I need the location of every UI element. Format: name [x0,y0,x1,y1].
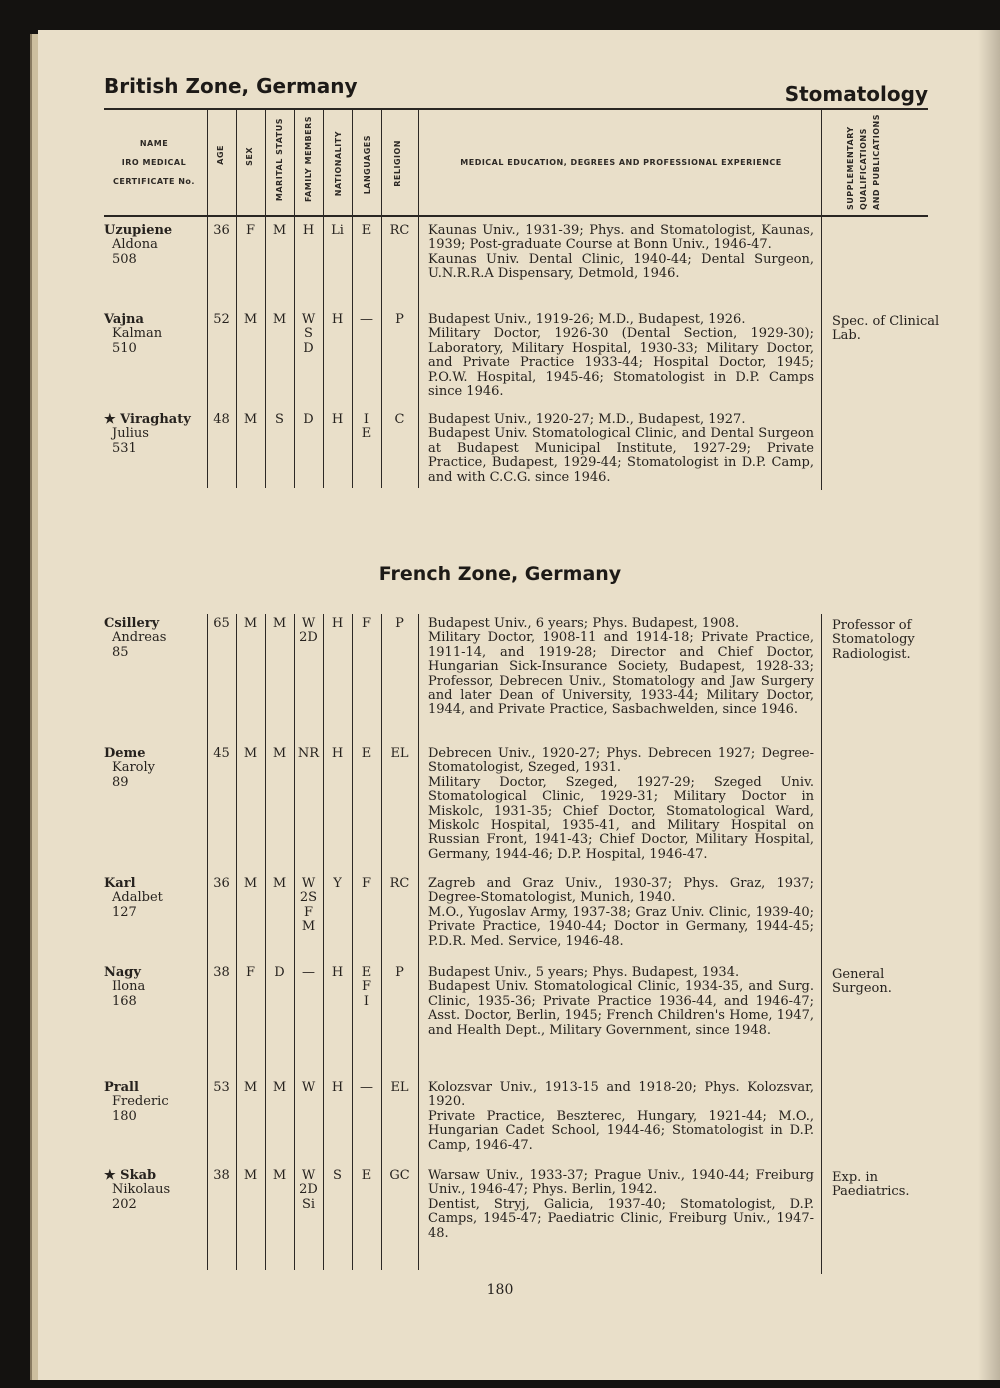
entry-certificate-number: 531 [112,440,137,456]
entry-sex: M [243,312,258,327]
entry-sex: M [243,1080,258,1095]
entry-sex: M [243,1168,258,1183]
entry-age: 45 [213,746,230,761]
entry-experience-paragraph: Military Doctor, 1926-30 (Dental Section, 1929-30); Laboratory, Military Hospital, 1930-33; Military Doctor, and Private Practice 1933-44; Hospital Doctor, 1945; P.O.W. Hospital, 1945-46; Stomatologist in D.P. Camps since 1946. [428,326,814,400]
entry-marital: M [272,223,287,238]
entry-languages: F [361,876,372,891]
entry-experience-paragraph: Budapest Univ., 6 years; Phys. Budapest, 1908. [428,616,740,631]
entry-experience [428,313,814,399]
entry-family: H [302,223,315,238]
specialty-heading: Stomatology [784,82,928,106]
entry-name [104,1169,204,1212]
entry-sex: F [245,223,256,238]
entry-age: 38 [213,1168,230,1183]
column-header-education: MEDICAL EDUCATION, DEGREES AND PROFESSIONAL EXPERIENCE [460,158,782,167]
entry-experience-paragraph: M.O., Yugoslav Army, 1937-38; Graz Univ. Clinic, 1939-40; Private Practice, 1940-44; Doctor in Germany, 1944-45; P.D.R. Med. Service, 1946-48. [428,904,814,949]
entry-age: 36 [213,223,230,238]
column-header-age: AGE [216,145,225,165]
column-header-supplementary-line: QUALIFICATIONS [859,128,868,210]
entry-age: 65 [213,616,230,631]
entry-supplementary: Professor of Stomatology Radiologist. [832,618,915,662]
header-top-rule [104,108,928,110]
entry-languages: — [360,312,373,327]
column-rule [821,614,822,1274]
zone-heading: British Zone, Germany [104,74,358,98]
entry-age: 48 [213,412,230,427]
entry-marital: M [272,1168,287,1183]
page-edge-shadow [978,30,1000,1380]
entry-certificate-number: 510 [112,340,137,356]
entry-marital: M [272,746,287,761]
entry-family: W S D [301,312,316,356]
entry-given-name: Aldona [112,237,158,253]
entry-family: W [301,1080,316,1095]
entry-religion: P [395,312,404,327]
entry-nationality: S [333,1168,342,1183]
entry-surname: Karl [104,876,136,891]
column-header-nationality: NATIONALITY [334,131,343,197]
entry-certificate-number: 85 [112,644,129,660]
entry-experience-paragraph: Military Doctor, Szeged, 1927-29; Szeged Univ. Stomatological Clinic, 1929-31; Military Doctor in Miskolc, 1931-35; Chief Doctor, Stomatological Ward, Miskolc Hospital, 1935-41, and Military Hospital on Russian Front, 1941-43; Chief Doctor, Military Hospital, Germany, 1944-46; D.P. Hospital, 1946-47. [428,774,814,862]
entry-experience-paragraph: Warsaw Univ., 1933-37; Prague Univ., 1940-44; Freiburg Univ., 1946-47; Phys. Berlin, 1942. [428,1168,814,1198]
entry-name [104,313,204,356]
entry-experience [428,413,814,485]
column-rule [207,110,208,488]
entry-family: NR [297,746,320,761]
entry-experience-paragraph: Zagreb and Graz Univ., 1930-37; Phys. Graz, 1937; Degree-Stomatologist, Munich, 1940. [428,876,814,906]
entry-experience [428,966,814,1038]
entry-experience-paragraph: Military Doctor, 1908-11 and 1914-18; Private Practice, 1911-14, and 1919-28; Director and Chief Doctor, Hungarian Sick-Insurance Society, Budapest, 1928-33; Professor, Debrecen Univ., Stomatology and Jaw Surgery and later Dean of University, 1933-44; Military Doctor, 1944, and Private Practice, Sasbachwelden, since 1946. [428,630,814,718]
entry-experience-paragraph: Kolozsvar Univ., 1913-15 and 1918-20; Phys. Kolozsvar, 1920. [428,1080,814,1110]
entry-marital: D [274,965,285,980]
entry-sex: F [245,965,256,980]
entry-religion: P [395,616,404,631]
entry-experience-paragraph: Budapest Univ., 1919-26; M.D., Budapest, 1926. [428,312,746,327]
column-rule [418,614,419,1270]
column-header-name-line: CERTIFICATE No. [113,177,195,186]
entry-age: 36 [213,876,230,891]
entry-given-name: Nikolaus [112,1182,171,1198]
entry-surname: Deme [104,746,146,761]
entry-experience [428,1169,814,1241]
column-header-family: FAMILY MEMBERS [304,116,313,202]
entry-name [104,877,204,920]
entry-given-name: Karoly [112,760,156,776]
entry-experience-paragraph: Budapest Univ. Stomatological Clinic, 1934-35, and Surg. Clinic, 1935-36; Private Practice 1936-44, and 1946-47; Asst. Doctor, Berlin, 1945; French Children's Home, 1947, and Health Dept., Military Government, since 1948. [428,979,814,1038]
entry-experience-paragraph: Kaunas Univ. Dental Clinic, 1940-44; Dental Surgeon, U.N.R.R.A Dispensary, Detmold, 1946. [428,251,814,282]
entry-religion: RC [389,223,410,238]
entry-name [104,747,204,790]
entry-certificate-number: 168 [112,993,137,1009]
entry-languages: I E [361,412,372,442]
entry-experience-paragraph: Budapest Univ., 5 years; Phys. Budapest, 1934. [428,965,740,980]
entry-name [104,224,204,267]
entry-supplementary: Exp. in Paediatrics. [832,1170,910,1200]
entry-nationality: H [331,965,344,980]
entry-sex: M [243,746,258,761]
entry-family: W 2S F M [299,876,318,935]
column-rule [265,110,266,488]
entry-languages: E [361,1168,372,1183]
entry-name [104,617,204,660]
entry-supplementary: Spec. of Clinical Lab. [832,314,940,344]
entry-given-name: Julius [112,426,149,442]
entry-surname: Uzupiene [104,223,173,238]
entry-languages: E [361,746,372,761]
entry-languages: E [361,223,372,238]
entry-experience-paragraph: Kaunas Univ., 1931-39; Phys. and Stomatologist, Kaunas, 1939; Post-graduate Course at Bonn Univ., 1946-47. [428,223,814,253]
entry-marital: S [275,412,284,427]
column-header-supplementary-line: SUPPLEMENTARY [846,126,855,210]
entry-age: 38 [213,965,230,980]
entry-religion: P [395,965,404,980]
entry-religion: EL [390,1080,409,1095]
entry-surname: ★ Viraghaty [104,412,191,427]
entry-experience-paragraph: Budapest Univ. Stomatological Clinic, and Dental Surgeon at Budapest Municipal Institute, 1927-29; Private Practice, Budapest, 1929-44; Stomatologist in D.P. Camp, and with C.C.G. since 1946. [428,426,814,485]
entry-family: W 2D [299,616,318,646]
entry-name [104,1081,204,1124]
column-rule [821,110,822,490]
entry-nationality: Li [331,223,344,238]
column-header-religion: RELIGION [393,140,402,187]
page-number: 180 [486,1282,514,1298]
entry-experience [428,1081,814,1153]
column-header-supplementary [846,114,881,210]
entry-experience-paragraph: Private Practice, Beszterec, Hungary, 1921-44; M.O., Hungarian Cadet School, 1944-46; Stomatologist in D.P. Camp, 1946-47. [428,1108,814,1153]
entry-given-name: Adalbet [112,890,163,906]
entry-languages: — [360,1080,373,1095]
column-rule [381,110,382,488]
section-heading-french-zone: French Zone, Germany [378,563,622,585]
entry-languages: E F I [361,965,372,1009]
entry-experience [428,224,814,282]
entry-nationality: H [331,412,344,427]
entry-surname: Csillery [104,616,160,631]
entry-family: W 2D Si [299,1168,318,1212]
entry-nationality: Y [333,876,342,891]
entry-experience-paragraph: Debrecen Univ., 1920-27; Phys. Debrecen 1927; Degree-Stomatologist, Szeged, 1931. [428,746,814,776]
entry-age: 52 [213,312,230,327]
entry-nationality: H [331,746,344,761]
entry-religion: GC [389,1168,410,1183]
entry-certificate-number: 180 [112,1108,137,1124]
entry-surname: Vajna [104,312,144,327]
column-rule [236,110,237,488]
column-header-sex: SEX [245,147,254,166]
entry-given-name: Frederic [112,1094,169,1110]
column-rule [418,110,419,488]
entry-religion: RC [389,876,410,891]
entry-experience [428,877,814,949]
entry-marital: M [272,1080,287,1095]
entry-nationality: H [331,312,344,327]
entry-family: D [303,412,314,427]
entry-sex: M [243,412,258,427]
entry-experience-paragraph: Budapest Univ., 1920-27; M.D., Budapest, 1927. [428,412,746,427]
column-rule [323,110,324,488]
column-header-name [104,134,204,191]
column-header-supplementary-line: AND PUBLICATIONS [872,114,881,210]
column-header-languages: LANGUAGES [363,135,372,195]
column-header-marital: MARITAL STATUS [275,118,284,202]
entry-surname: Prall [104,1080,139,1095]
entry-nationality: H [331,1080,344,1095]
entry-surname: Nagy [104,965,141,980]
entry-marital: M [272,616,287,631]
entry-certificate-number: 89 [112,774,129,790]
entry-name [104,966,204,1009]
entry-experience-paragraph: Dentist, Stryj, Galicia, 1937-40; Stomatologist, D.P. Camps, 1945-47; Paediatric Clinic, Freiburg Univ., 1947-48. [428,1196,814,1241]
entry-age: 53 [213,1080,230,1095]
entry-sex: M [243,876,258,891]
entry-religion: EL [390,746,409,761]
entry-given-name: Kalman [112,326,163,342]
entry-name [104,413,204,456]
entry-sex: M [243,616,258,631]
entry-surname: ★ Skab [104,1168,157,1183]
entry-given-name: Andreas [112,630,167,646]
header-bottom-rule [104,215,928,217]
entry-experience [428,617,814,718]
column-rule [294,110,295,488]
entry-nationality: H [331,616,344,631]
entry-marital: M [272,312,287,327]
column-header-name-line: IRO MEDICAL [121,158,187,167]
entry-supplementary: General Surgeon. [832,967,892,997]
entry-given-name: Ilona [112,979,146,995]
entry-certificate-number: 202 [112,1196,137,1212]
entry-family: — [302,965,315,980]
column-header-name-line: NAME [139,139,169,148]
entry-certificate-number: 508 [112,251,137,267]
entry-marital: M [272,876,287,891]
entry-experience [428,747,814,862]
entry-certificate-number: 127 [112,904,137,920]
entry-religion: C [394,412,405,427]
entry-languages: F [361,616,372,631]
